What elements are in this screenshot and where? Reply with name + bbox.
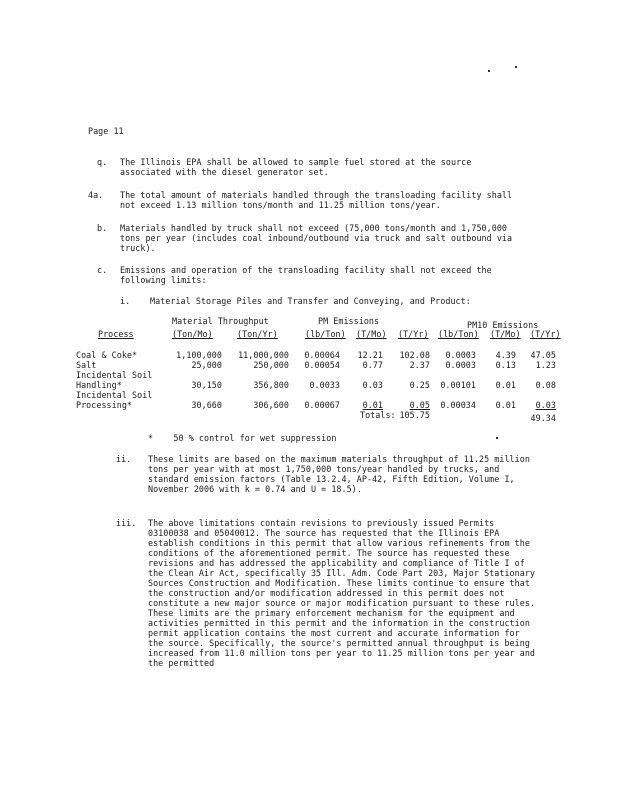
subitem-text: Material Storage Piles and Transfer and Conveying, and Product: bbox=[150, 296, 471, 306]
table-cell: 0.00034 bbox=[440, 400, 476, 410]
table-row-process: Salt bbox=[76, 360, 97, 370]
col-group-pm10: PM10 Emissions bbox=[467, 320, 539, 330]
table-cell: 356,800 bbox=[253, 380, 289, 390]
item-number: q. bbox=[97, 157, 108, 167]
item-number: 4a. bbox=[88, 190, 104, 200]
table-row-process: Incidental Soil bbox=[76, 370, 153, 380]
table-cell: 0.0003 bbox=[445, 350, 476, 360]
col-header-pm-t-yr: (T/Yr) bbox=[398, 329, 429, 339]
col-header-ton-yr: (Ton/Yr) bbox=[237, 329, 278, 339]
totals-pm-yr: 105.75 bbox=[399, 410, 430, 420]
totals-label: Totals: bbox=[360, 410, 396, 420]
col-header-pm10-t-yr: (T/Yr) bbox=[530, 329, 561, 339]
table-row-process: Incidental Soil bbox=[76, 390, 153, 400]
col-header-ton-mo: (Ton/Mo) bbox=[172, 329, 213, 339]
table-cell: 2.37 bbox=[409, 360, 430, 370]
table-cell: 0.00064 bbox=[304, 350, 340, 360]
table-cell: 0.01 bbox=[362, 400, 383, 410]
item-text: The Illinois EPA shall be allowed to sample fuel stored at the source associated with the diesel generator set. bbox=[120, 157, 472, 177]
item-number: b. bbox=[97, 223, 108, 233]
table-cell: 12.21 bbox=[357, 350, 383, 360]
col-header-pm10-t-mo: (T/Mo) bbox=[490, 329, 521, 339]
col-header-process: Process bbox=[98, 329, 134, 339]
item-text: Materials handled by truck shall not exceed (75,000 tons/month and 1,750,000 tons per year (includes coal inbound/outbound via truck and salt outbound via truck). bbox=[120, 223, 513, 253]
table-row-process: Coal & Coke* bbox=[76, 350, 138, 360]
table-cell: 25,000 bbox=[191, 360, 222, 370]
scan-speck bbox=[496, 437, 498, 439]
table-cell: 0.03 bbox=[362, 380, 383, 390]
item-text: The total amount of materials handled through the transloading facility shall not exceed 1.13 million tons/month and 11.25 million tons/year. bbox=[120, 190, 513, 210]
table-row-process: Handling* bbox=[76, 380, 122, 390]
table-cell: 30,150 bbox=[191, 380, 222, 390]
col-group-material: Material Throughput bbox=[172, 316, 269, 326]
table-cell: 250,000 bbox=[253, 360, 289, 370]
table-cell: 0.0033 bbox=[309, 380, 340, 390]
paragraph-number: iii. bbox=[116, 518, 137, 528]
table-cell: 306,600 bbox=[253, 400, 289, 410]
page-header: Page 11 bbox=[88, 126, 124, 136]
table-cell: 1,100,000 bbox=[176, 350, 222, 360]
col-header-pm-t-mo: (T/Mo) bbox=[356, 329, 387, 339]
table-cell: 0.13 bbox=[495, 360, 516, 370]
table-cell: 11,000,000 bbox=[238, 350, 289, 360]
col-group-pm: PM Emissions bbox=[318, 316, 380, 326]
table-cell: 1.23 bbox=[535, 360, 556, 370]
paragraph-number: ii. bbox=[116, 454, 132, 464]
table-cell: 4.39 bbox=[495, 350, 516, 360]
totals-pm10-yr: 49.34 bbox=[530, 413, 556, 423]
table-cell: 102.08 bbox=[399, 350, 430, 360]
paragraph-text: The above limitations contain revisions to previously issued Permits 03100038 and 05040012. The source has requested that the Illinois EPA establish conditions in this permit that allow various refinements from the conditions of the aforementioned permit. The source has requested these revisions and has addressed the applicability and compliance of Title I of the Clean Air Act, specifically 35 Ill. Adm. Code Part 203, Major Stationary Sources Construction and Modification. These limits continue to ensure that the construction and/or modification addressed in this permit does not constitute a new major source or major modification pursuant to these rules. These limits are the primary enforcement mechanism for the equipment and activities permitted in this permit and the information in the construction permit application contains the most current and accurate information for the source. Specifically, the source's permitted annual throughput is being increased from 11.0 million tons per year to 11.25 million tons per year and the permitted bbox=[148, 518, 536, 668]
table-cell: 0.77 bbox=[362, 360, 383, 370]
table-cell: 0.05 bbox=[409, 400, 430, 410]
scan-speck bbox=[515, 66, 517, 68]
table-cell: 0.03 bbox=[535, 400, 556, 410]
table-cell: 0.00101 bbox=[440, 380, 476, 390]
scan-speck bbox=[488, 70, 490, 72]
table-row-process: Processing* bbox=[76, 400, 133, 410]
table-cell: 0.00054 bbox=[304, 360, 340, 370]
item-number: c. bbox=[97, 265, 108, 275]
item-text: Emissions and operation of the transloading facility shall not exceed the following limits: bbox=[120, 265, 492, 285]
subitem-number: i. bbox=[120, 296, 131, 306]
table-footnote: * 50 % control for wet suppression bbox=[148, 433, 337, 443]
col-header-pm10-lb-ton: (lb/Ton) bbox=[438, 329, 479, 339]
table-cell: 0.08 bbox=[535, 380, 556, 390]
col-header-pm-lb-ton: (lb/Ton) bbox=[305, 329, 346, 339]
table-cell: 0.00067 bbox=[304, 400, 340, 410]
table-cell: 0.0003 bbox=[445, 360, 476, 370]
table-cell: 30,660 bbox=[191, 400, 222, 410]
table-cell: 0.25 bbox=[409, 380, 430, 390]
paragraph-text: These limits are based on the maximum materials throughput of 11.25 million tons per year with at most 1,750,000 tons/year handled by trucks, and standard emission factors (Table 13.2.4, AP-42, Fifth Edition, Volume I, November 2006 with k = 0.74 and U = 18.5). bbox=[148, 454, 530, 494]
table-cell: 0.01 bbox=[495, 380, 516, 390]
table-cell: 0.01 bbox=[495, 400, 516, 410]
table-cell: 47.05 bbox=[530, 350, 556, 360]
